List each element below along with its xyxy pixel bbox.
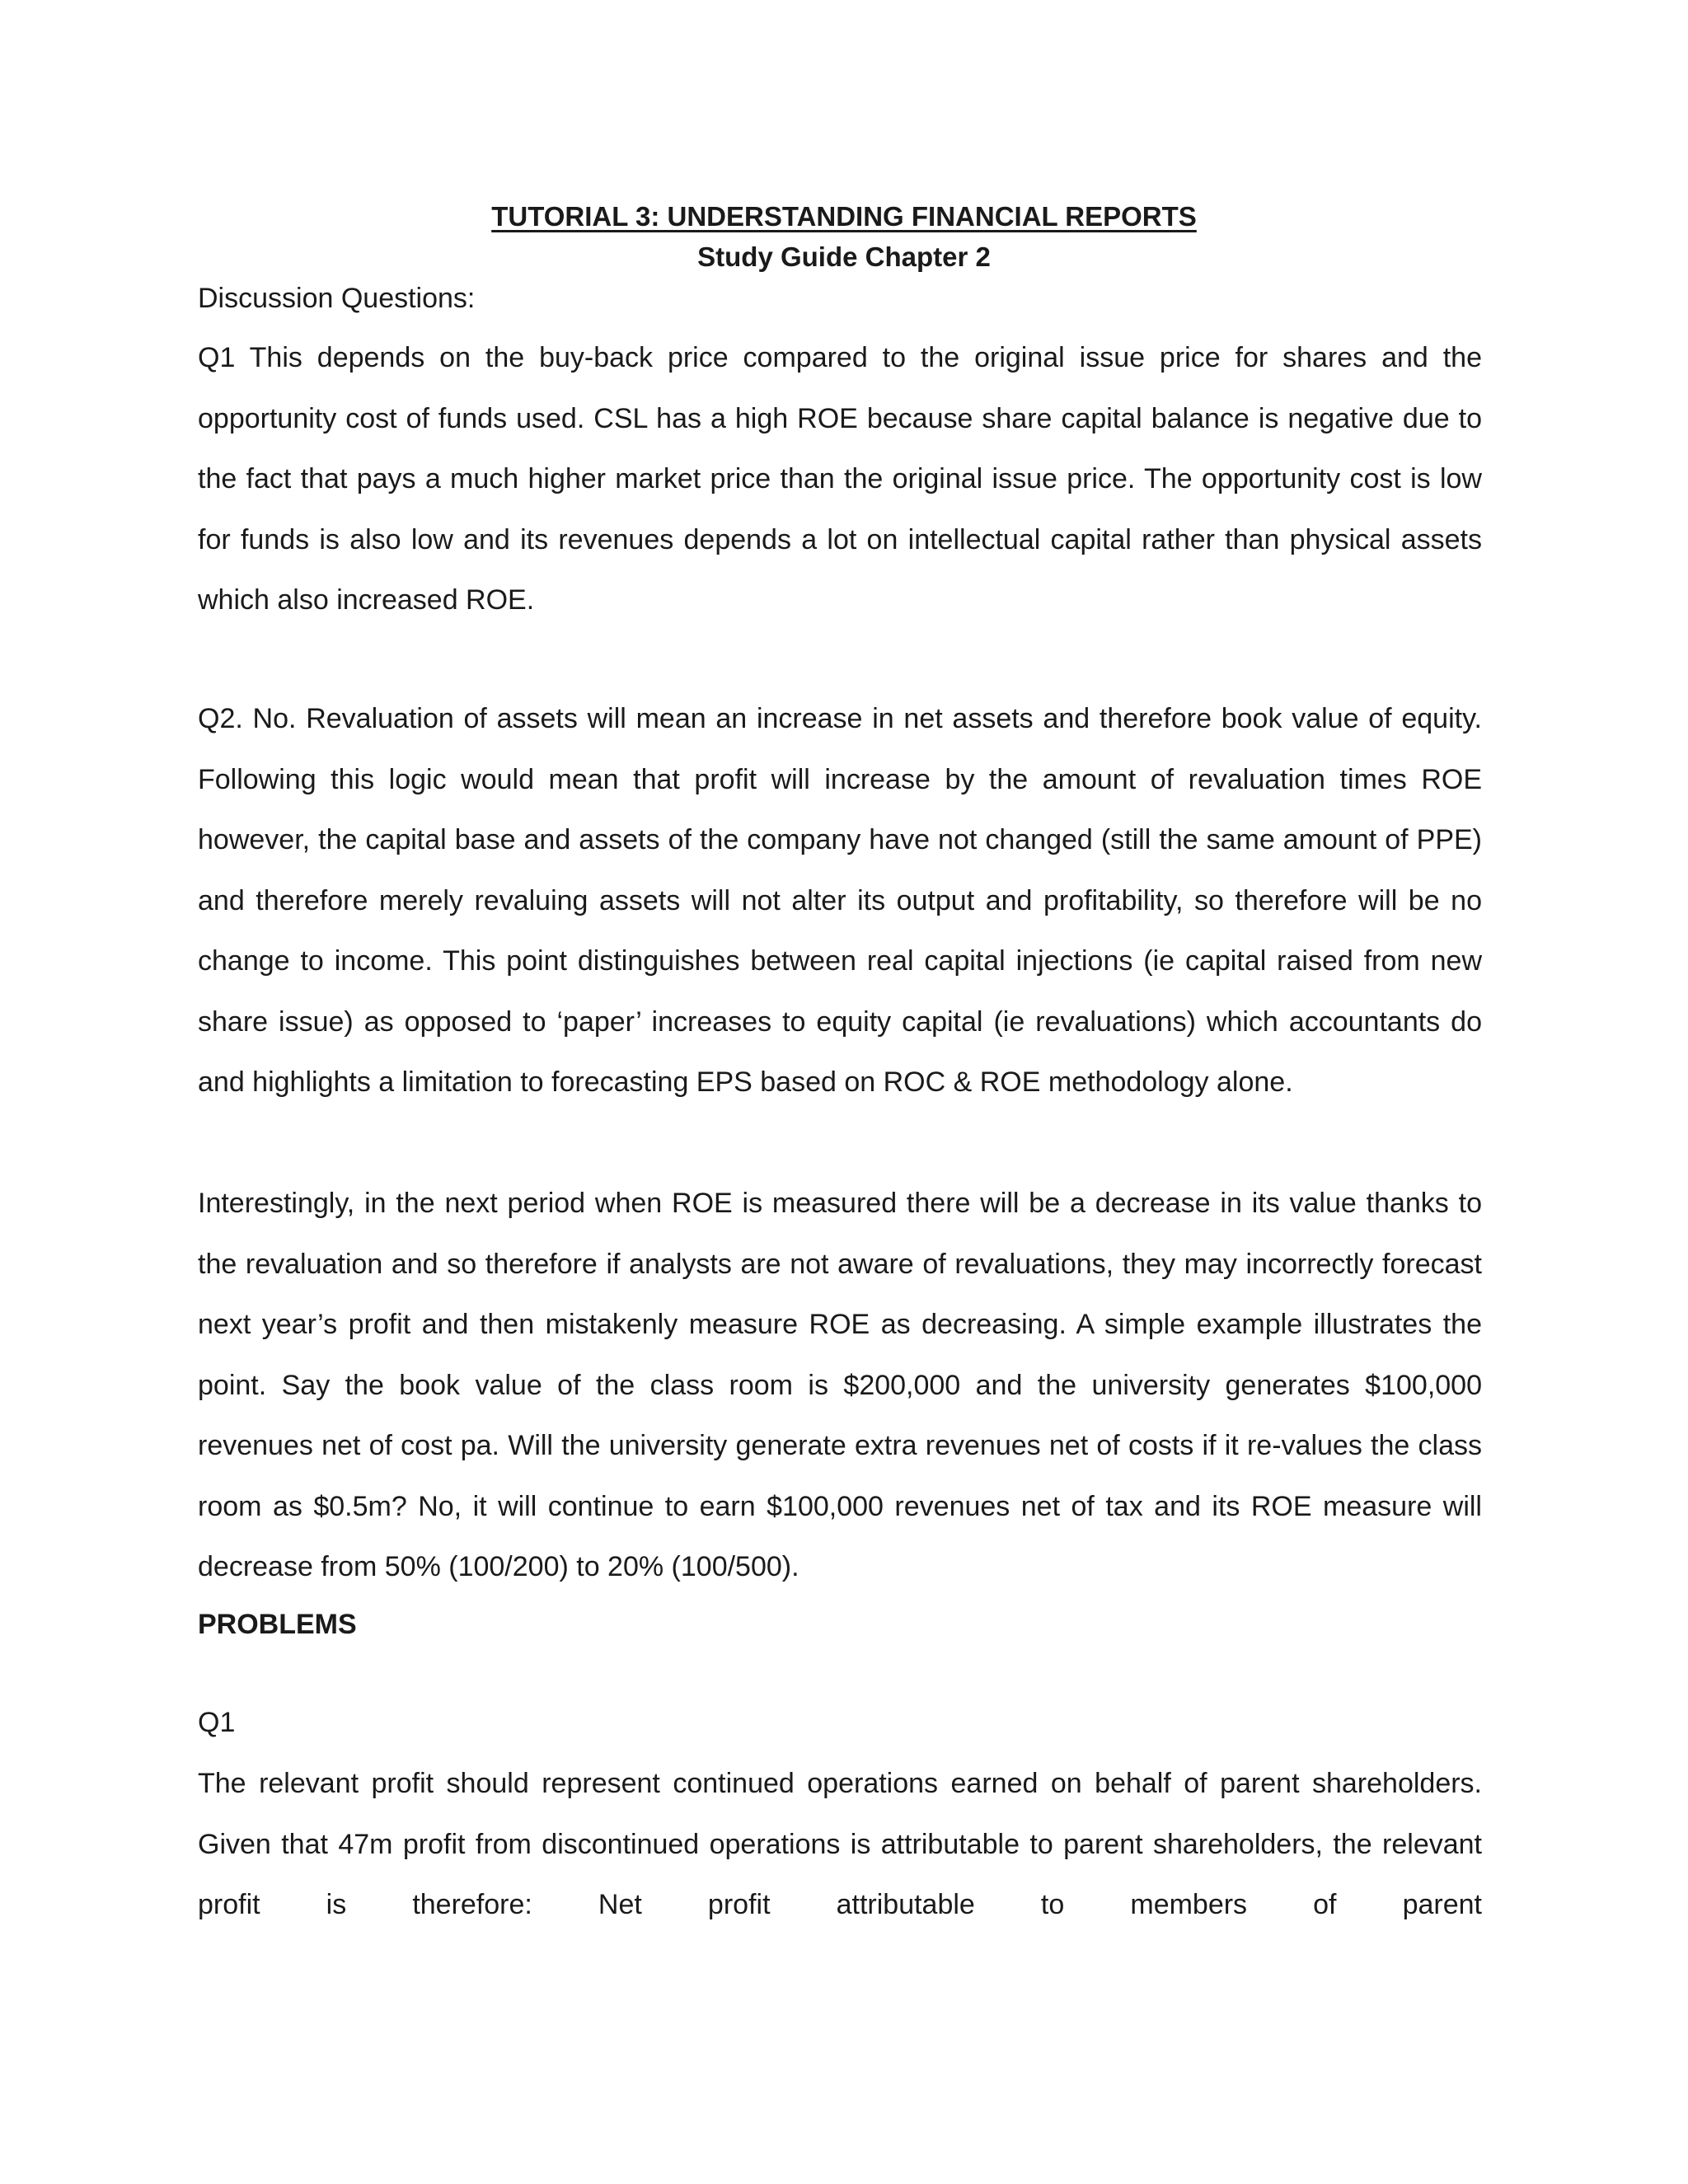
problems-heading: PROBLEMS — [198, 1609, 357, 1640]
page-title-text: TUTORIAL 3: UNDERSTANDING FINANCIAL REPORTS — [491, 201, 1197, 232]
discussion-q2-continued-paragraph: Interestingly, in the next period when ROE is measured there will be a decrease in its value thanks to the revaluation and so therefore if analysts are not aware of revaluations, they may incorrectly forecast next year’s profit and then mistakenly measure ROE as decreasing. A simple example illustrates the point. Say the book value of the class room is $200,000 and the university generates $100,000 revenues net of cost pa. Will the university generate extra revenues net of costs if it re-values the class room as $0.5m? No, it will continue to earn $100,000 revenues net of tax and its ROE measure will decrease from 50% (100/200) to 20% (100/500). — [198, 1188, 1482, 1582]
problem-q1-label: Q1 — [198, 1707, 236, 1738]
discussion-q1-paragraph: Q1 This depends on the buy-back price compared to the original issue price for shares and the opportunity cost of funds used. CSL has a high ROE because share capital balance is negative due to the fact that pays a much higher market price than the original issue price. The opportunity cost is low for funds is also low and its revenues depends a lot on intellectual capital rather than physical assets which also increased ROE. — [198, 342, 1482, 616]
page-title — [0, 200, 1688, 233]
discussion-heading: Discussion Questions: — [198, 283, 476, 314]
problem-q1-paragraph: The relevant profit should represent continued operations earned on behalf of parent shareholders. Given that 47m profit from discontinued operations is attributable to parent shareholders, the relevant profit is therefore: Net profit attributable to members of parent — [198, 1768, 1482, 1920]
discussion-q2-paragraph: Q2. No. Revaluation of assets will mean an increase in net assets and therefore book value of equity. Following this logic would mean that profit will increase by the amount of revaluation times ROE however, the capital base and assets of the company have not changed (still the same amount of PPE) and therefore merely revaluing assets will not alter its output and profitability, so therefore will be no change to income. This point distinguishes between real capital injections (ie capital raised from new share issue) as opposed to ‘paper’ increases to equity capital (ie revaluations) which accountants do and highlights a limitation to forecasting EPS based on ROC & ROE methodology alone. — [198, 703, 1482, 1098]
page-subtitle: Study Guide Chapter 2 — [697, 241, 991, 272]
